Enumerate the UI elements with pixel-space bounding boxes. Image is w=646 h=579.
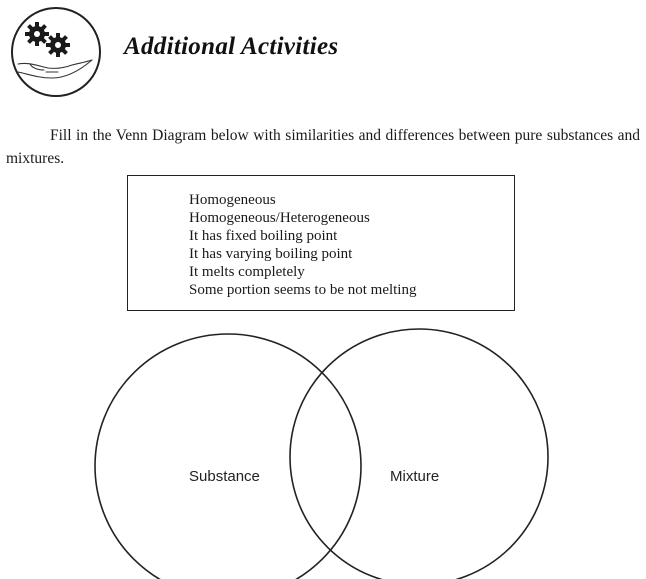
venn-circle-mixture xyxy=(290,329,548,579)
word-bank-item: Some portion seems to be not melting xyxy=(189,282,417,298)
venn-circle-substance xyxy=(95,334,361,579)
word-bank-item: It has varying boiling point xyxy=(189,246,353,262)
word-bank-item: It melts completely xyxy=(189,264,305,280)
word-bank-item: Homogeneous/Heterogeneous xyxy=(189,210,370,226)
word-bank-item: Homogeneous xyxy=(189,192,276,208)
page-title: Additional Activities xyxy=(124,33,339,60)
instructions-text: Fill in the Venn Diagram below with similarities and differences between pure substances and mixtures. xyxy=(6,127,640,167)
venn-label-mixture: Mixture xyxy=(390,468,440,485)
word-bank-item: It has fixed boiling point xyxy=(189,228,338,244)
venn-label-substance: Substance xyxy=(189,468,260,485)
